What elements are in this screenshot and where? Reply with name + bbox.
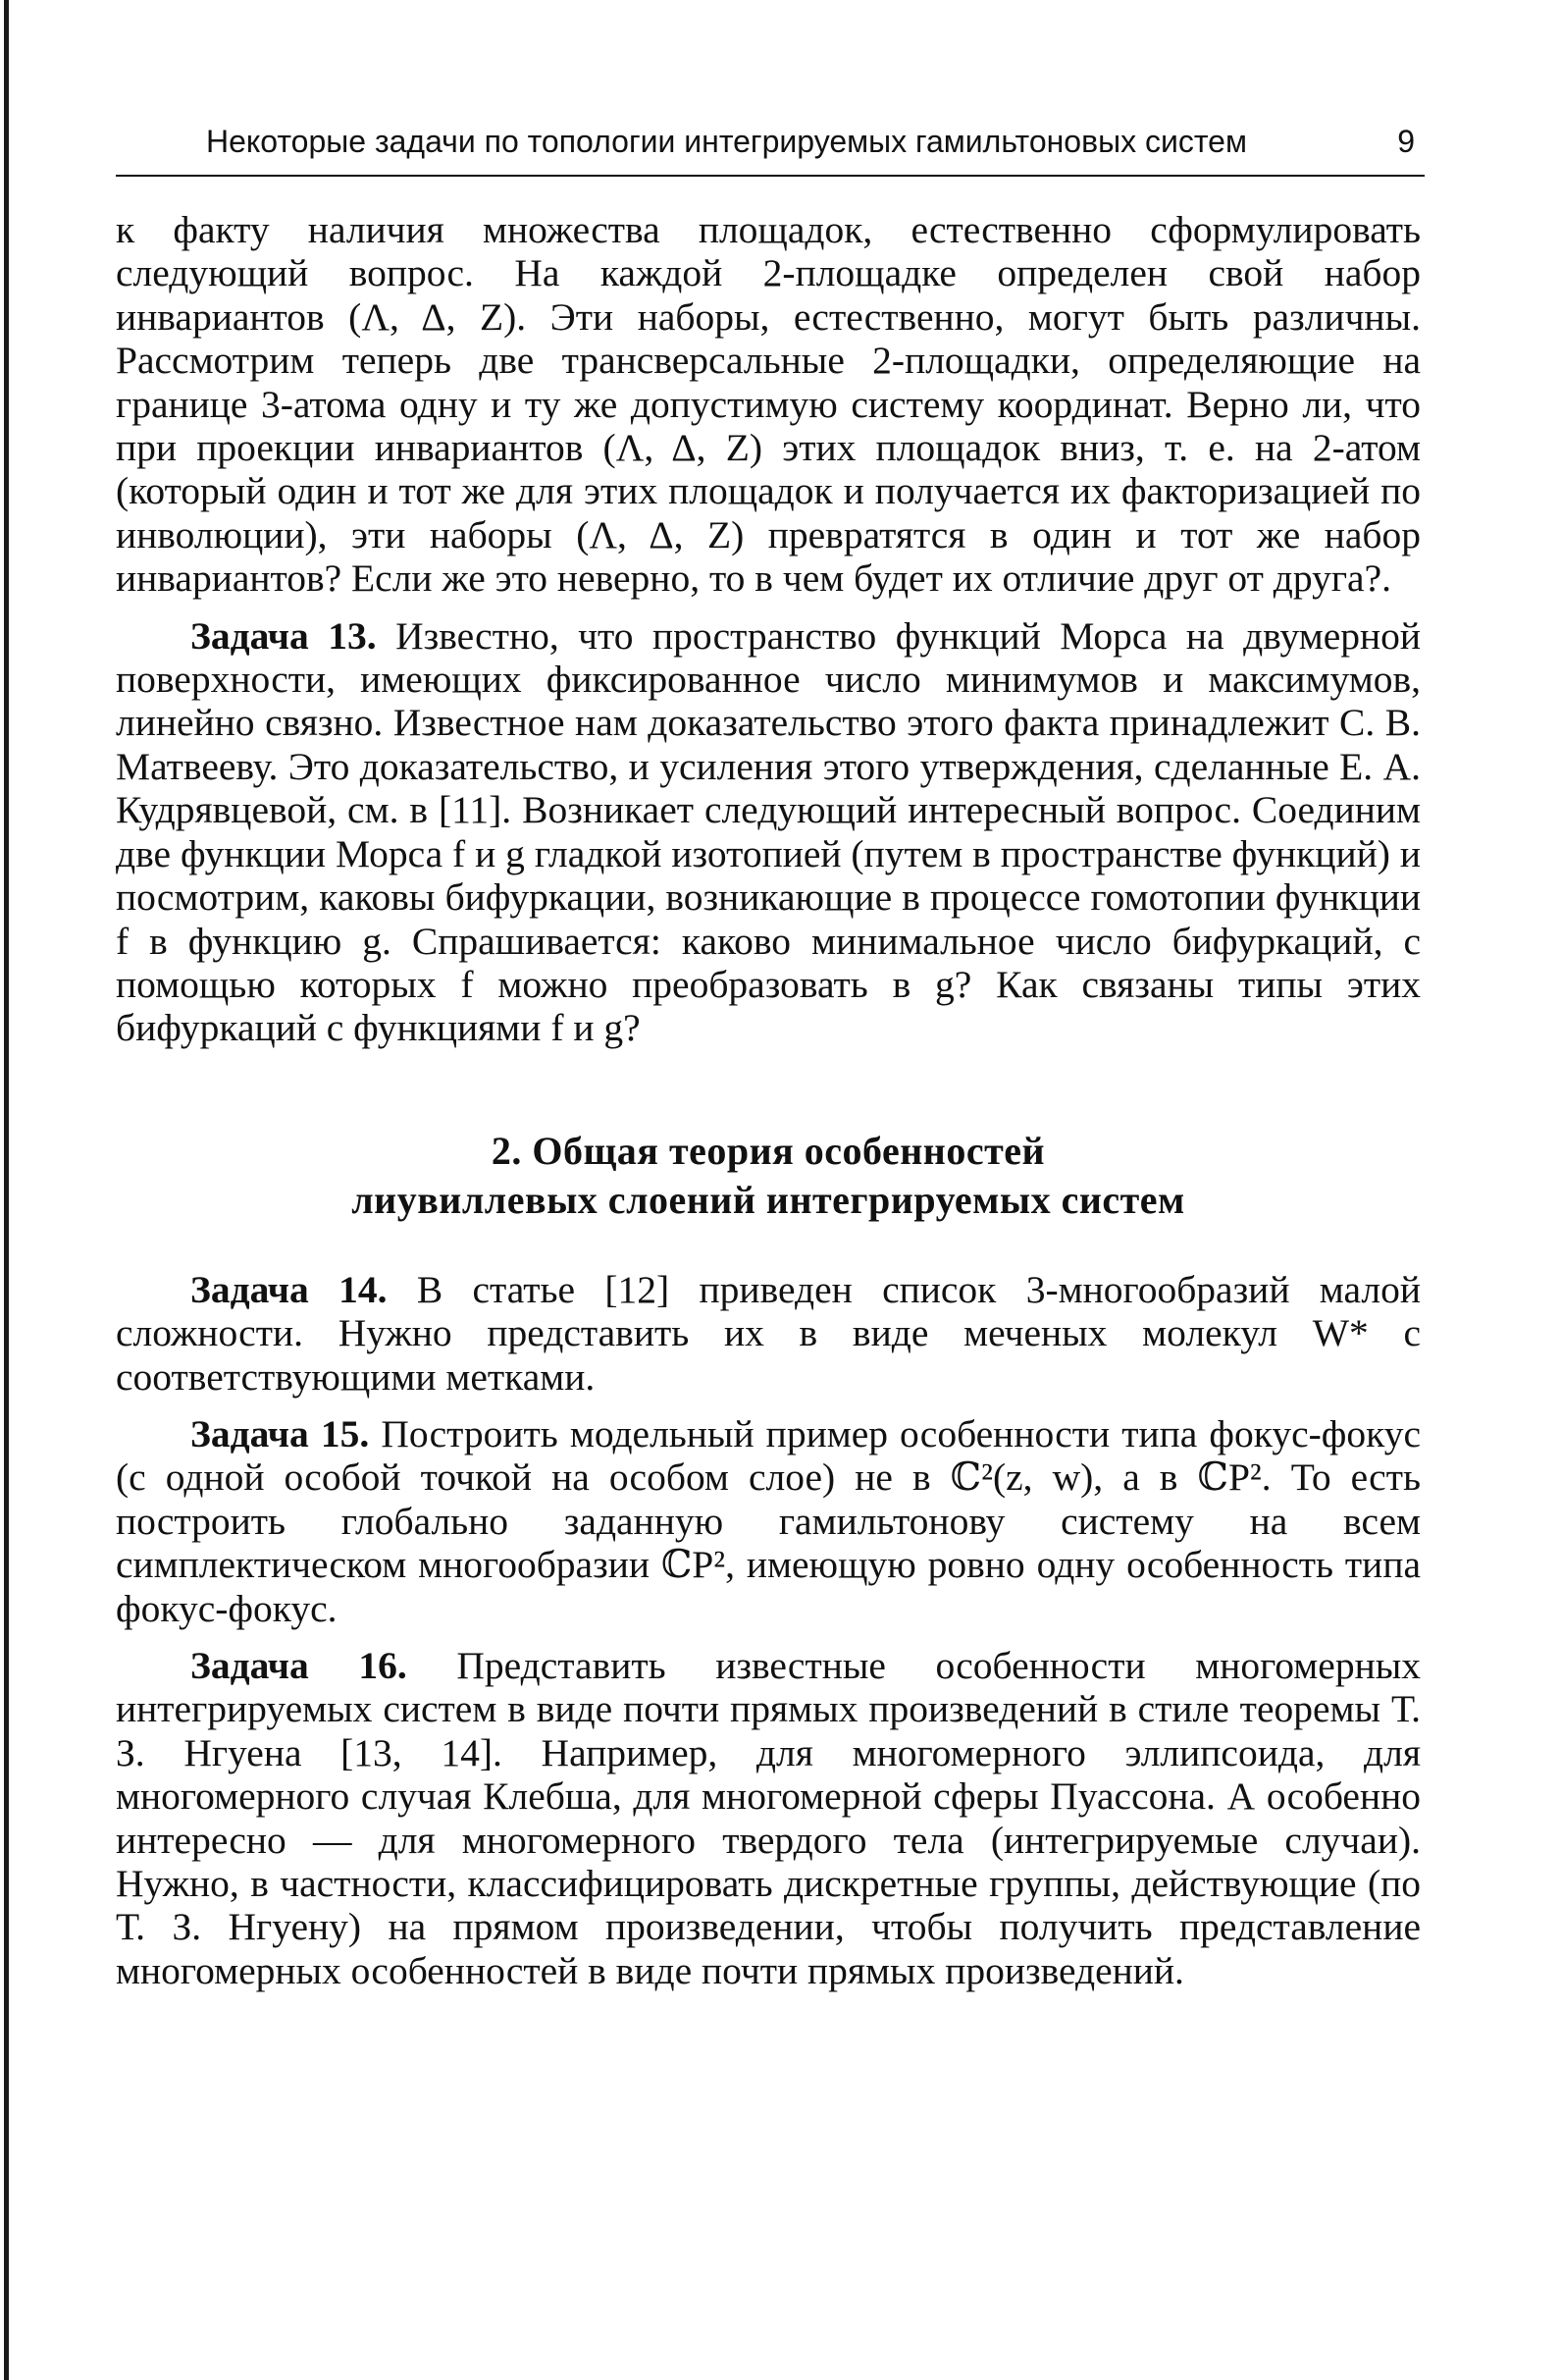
running-title: Некоторые задачи по топологии интегрируемых гамильтоновых систем <box>206 124 1247 159</box>
section-heading <box>116 1127 1421 1225</box>
header-rule <box>116 175 1425 177</box>
task-14-text: В статье [12] приведен список 3-многообразий малой сложности. Нужно представить их в виде меченых молекул W* с соответствующими метками. <box>116 1267 1421 1399</box>
task-16-text: Представить известные особенности многомерных интегрируемых систем в виде почти прямых произведений в стиле теоремы Т. З. Нгуена [13, 14]. Например, для многомерного эллипсоида, для многомерного случая Клебша, для многомерной сферы Пуассона. А особенно интересно — для многомерного твердого тела (интегрируемые случаи). Нужно, в частности, классифицировать дискретные группы, действующие (по Т. З. Нгуену) на прямом произведении, чтобы получить представление многомерных особенностей в виде почти прямых произведений. <box>116 1643 1422 1992</box>
continuation-paragraph: к факту наличия множества площадок, естественно сформулировать следующий вопрос. На каждой 2-площадке определен свой набор инвариантов (Λ, Δ, Z). Эти наборы, естественно, могут быть различны. Рассмотрим теперь две трансверсальные 2-площадки, определяющие на границе 3-атома одну и ту же допустимую систему координат. Верно ли, что при проекции инвариантов (Λ, Δ, Z) этих площадок вниз, т. е. на 2-атом (который один и тот же для этих площадок и получается их факторизацией по инволюции), эти наборы (Λ, Δ, Z) превратятся в один и тот же набор инвариантов? Если же это неверно, то в чем будет их отличие друг от друга?. <box>116 208 1421 601</box>
task-14-paragraph <box>116 1268 1421 1399</box>
task-16-paragraph <box>116 1644 1421 1992</box>
task-13-paragraph <box>116 614 1421 1050</box>
scan-edge-line <box>4 0 9 2380</box>
page-number: 9 <box>1397 124 1415 159</box>
page-body <box>116 208 1421 1992</box>
page-header <box>116 116 1421 167</box>
section-heading-line-1: 2. Общая теория особенностей <box>491 1128 1046 1173</box>
task-14-label: Задача 14. <box>190 1267 388 1311</box>
task-13-text: Известно, что пространство функций Морса на двумерной поверхности, имеющих фиксированное число минимумов и максимумов, линейно связно. Известное нам доказательство этого факта принадлежит С. В. Матвееву. Это доказательство, и усиления этого утверждения, сделанные Е. А. Кудрявцевой, см. в [11]. Возникает следующий интересный вопрос. Соединим две функции Морса f и g гладкой изотопией (путем в пространстве функций) и посмотрим, каковы бифуркации, возникающие в процессе гомотопии функции f в функцию g. Спрашивается: каково минимальное число бифуркаций, с помощью которых f можно преобразовать в g? Как связаны типы этих бифуркаций с функциями f и g? <box>116 613 1421 1050</box>
task-15-paragraph <box>116 1412 1421 1630</box>
task-15-text: Построить модельный пример особенности типа фокус-фокус (с одной особой точкой на особом слое) не в ℂ²(z, w), а в ℂP². То есть построить глобально заданную гамильтонову систему на всем симплектическом многообразии ℂP², имеющую ровно одну особенность типа фокус-фокус. <box>116 1411 1422 1630</box>
section-heading-line-2: лиувиллевых слоений интегрируемых систем <box>351 1177 1185 1222</box>
task-15-label: Задача 15. <box>190 1411 370 1455</box>
task-13-label: Задача 13. <box>190 613 377 658</box>
task-16-label: Задача 16. <box>190 1643 407 1687</box>
